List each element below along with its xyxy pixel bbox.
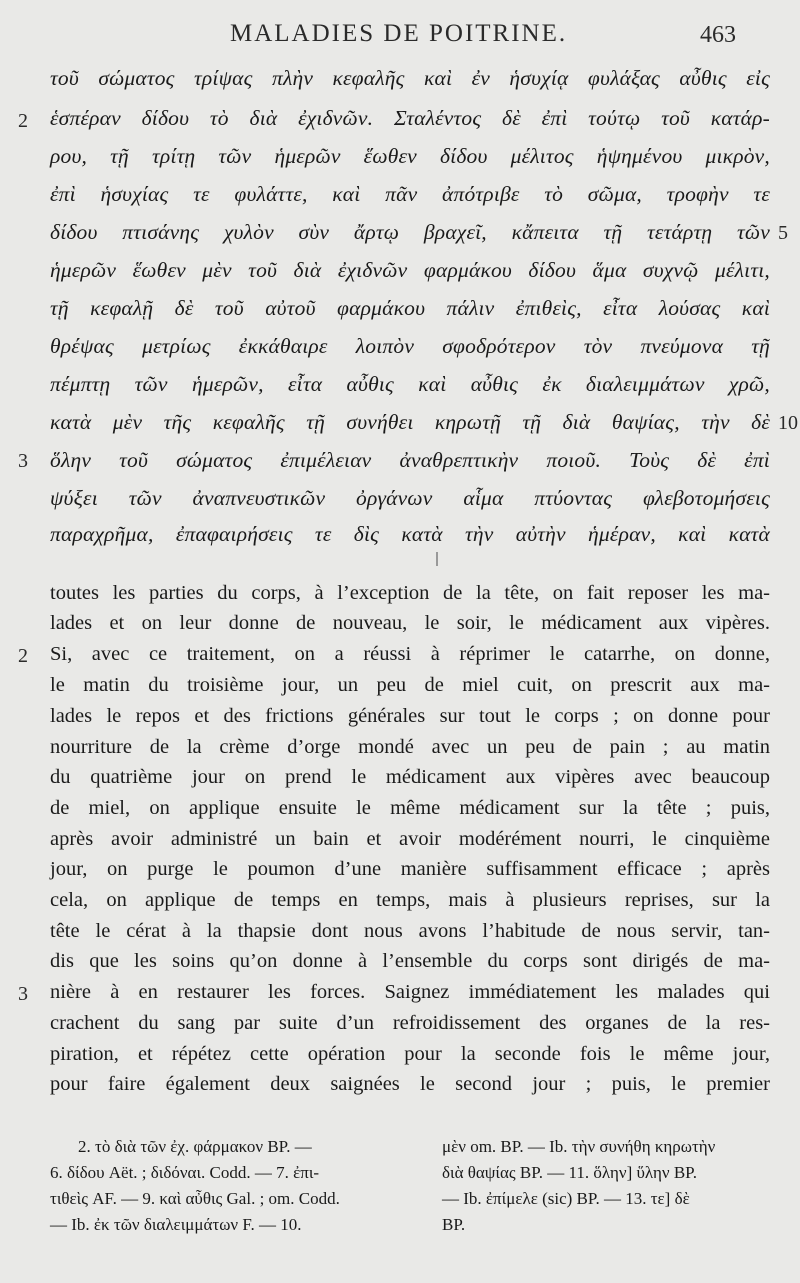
greek-line: ἐπὶ ἡσυχίας τε φυλάττε, καὶ πᾶν ἀπότριβε τὸ σῶμα, τροφὴν τε xyxy=(50,182,770,206)
french-line: pour faire également deux saignées le second jour ; puis, le premier xyxy=(50,1073,770,1095)
french-line: Si, avec ce traitement, on a réussi à réprimer le catarrhe, on donne, xyxy=(50,643,770,665)
french-line: crachent du sang par suite d’un refroidissement des organes de la res- xyxy=(50,1012,770,1034)
greek-line: κατὰ μὲν τῆς κεφαλῆς τῇ συνήθει κηρωτῇ τῇ διὰ θαψίας, τὴν δὲ xyxy=(50,410,770,434)
footnote-line: — Ib. ἐκ τῶν διαλειμμάτων F. — 10. xyxy=(50,1215,302,1234)
footnote-line: — Ib. ἐπίμελε (sic) BP. — 13. τε] δὲ xyxy=(442,1189,690,1208)
footnote-line: 6. δίδου Aët. ; διδόναι. Codd. — 7. ἐπι- xyxy=(50,1163,320,1182)
french-line: de miel, on applique ensuite le même médicament sur la tête ; puis, xyxy=(50,797,770,819)
greek-line: ἡμερῶν ἕωθεν μὲν τοῦ διὰ ἐχιδνῶν φαρμάκου δίδου ἅμα συχνῷ μέλιτι, xyxy=(50,258,770,282)
greek-line: πέμπτῃ τῶν ἡμερῶν, εἶτα αὖθις καὶ αὖθις ἐκ διαλειμμάτων χρῶ, xyxy=(50,372,770,396)
greek-line: ὅλην τοῦ σώματος ἐπιμέλειαν ἀναθρεπτικὴν ποιοῦ. Τοὺς δὲ ἐπὶ xyxy=(50,448,770,472)
french-line: jour, on purge le poumon d’une manière suffisamment efficace ; après xyxy=(50,858,770,880)
french-line: toutes les parties du corps, à l’exception de la tête, on fait reposer les ma- xyxy=(50,582,770,604)
page-header xyxy=(0,18,800,54)
greek-line: τοῦ σώματος τρίψας πλὴν κεφαλῆς καὶ ἐν ἡσυχίᾳ φυλάξας αὖθις εἰς xyxy=(50,66,770,90)
page-number: 463 xyxy=(700,22,736,48)
greek-line: ρου, τῇ τρίτῃ τῶν ἡμερῶν ἕωθεν δίδου μέλιτος ἡψημένου μικρὸν, xyxy=(50,144,770,168)
margin-line-number: 10 xyxy=(778,412,798,434)
french-line: lades et on leur donne de nouveau, le soir, le médicament aux vipères. xyxy=(50,612,770,634)
margin-section-number: 3 xyxy=(18,983,28,1005)
footnote-line: BP. xyxy=(442,1215,466,1234)
footnote-line: μὲν om. BP. — Ib. τὴν συνήθη κηρωτὴν xyxy=(442,1137,716,1156)
margin-section-number: 3 xyxy=(18,450,28,472)
french-line: nière à en restaurer les forces. Saignez immédiatement les malades qui xyxy=(50,981,770,1003)
french-line: dis que les soins qu’on donne à l’ensemble du corps sont dirigés de ma- xyxy=(50,950,770,972)
french-line: après avoir administré un bain et avoir modérément nourri, le cinquième xyxy=(50,828,770,850)
greek-line: δίδου πτισάνης χυλὸν σὺν ἄρτῳ βραχεῖ, κἄπειτα τῇ τετάρτῃ τῶν xyxy=(50,220,770,244)
greek-line: θρέψας μετρίως ἐκκάθαιρε λοιπὸν σφοδρότερον τὸν πνεύμονα τῇ xyxy=(50,334,770,358)
greek-line: παραχρῆμα, ἐπαφαιρήσεις τε δὶς κατὰ τὴν αὐτὴν ἡμέραν, καὶ κατὰ xyxy=(50,522,770,546)
footnote-line: διὰ θαψίας BP. — 11. ὅλην] ὕλην BP. xyxy=(442,1163,697,1182)
french-line: lades le repos et des frictions générales sur tout le corps ; on donne pour xyxy=(50,705,770,727)
running-title: MALADIES DE POITRINE. xyxy=(230,20,568,47)
french-line: piration, et répétez cette opération pour la seconde fois le même jour, xyxy=(50,1043,770,1065)
french-line: nourriture de la crème d’orge mondé avec un peu de pain ; au matin xyxy=(50,736,770,758)
french-line: le matin du troisième jour, un peu de miel cuit, on prescrit aux ma- xyxy=(50,674,770,696)
greek-line: τῇ κεφαλῇ δὲ τοῦ αὐτοῦ φαρμάκου πάλιν ἐπιθεὶς, εἶτα λούσας καὶ xyxy=(50,296,770,320)
french-line: du quatrième jour on prend le médicament aux vipères avec beaucoup xyxy=(50,766,770,788)
footnote-line: 2. τὸ διὰ τῶν ἐχ. φάρμακον BP. — xyxy=(78,1137,312,1156)
margin-line-number: 5 xyxy=(778,222,788,244)
greek-line: ψύξει τῶν ἀναπνευστικῶν ὀργάνων αἷμα πτύοντας φλεβοτομήσεις xyxy=(50,486,770,510)
footnote-line: τιθεὶς AF. — 9. καὶ αὖθις Gal. ; om. Codd. xyxy=(50,1189,340,1208)
margin-section-number: 2 xyxy=(18,645,28,667)
french-line: cela, on applique de temps en temps, mais à plusieurs reprises, sur la xyxy=(50,889,770,911)
margin-section-number: 2 xyxy=(18,110,28,132)
greek-line: ἑσπέραν δίδου τὸ διὰ ἐχιδνῶν. Σταλέντος δὲ ἐπὶ τούτῳ τοῦ κατάρ- xyxy=(50,106,770,130)
section-divider xyxy=(436,552,438,566)
french-line: tête le cérat à la thapsie dont nous avons l’habitude de nous servir, tan- xyxy=(50,920,770,942)
